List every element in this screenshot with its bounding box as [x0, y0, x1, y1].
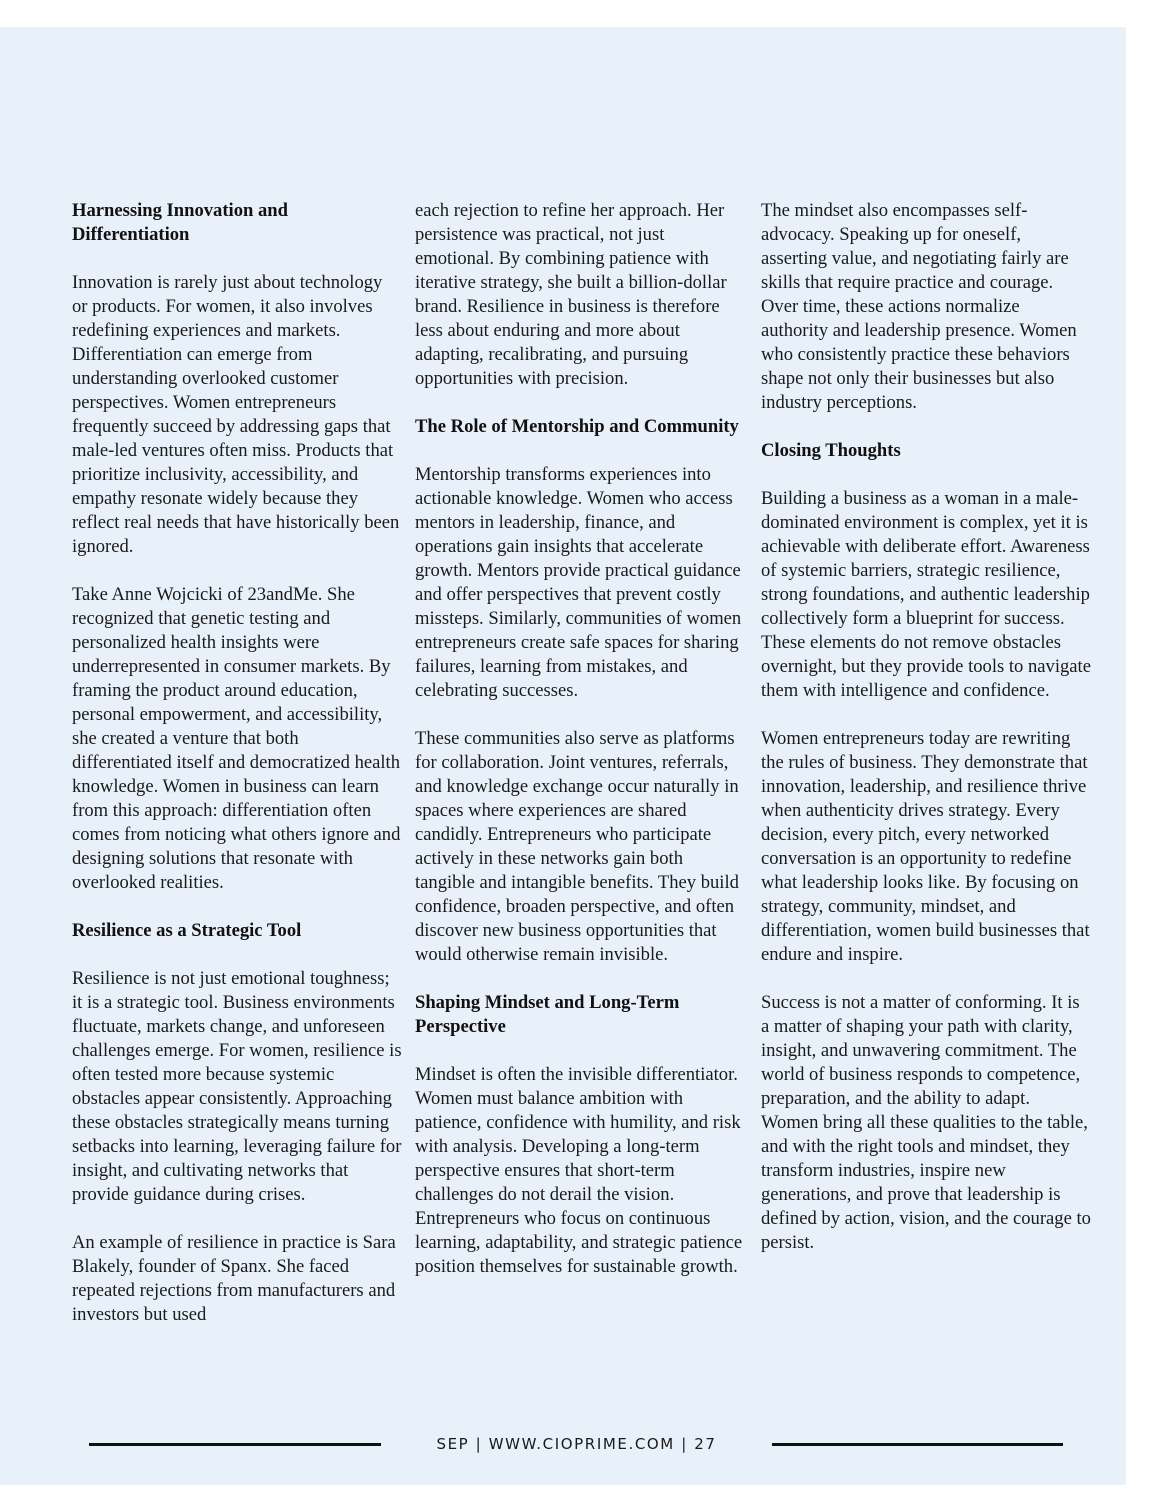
article-column-1 — [72, 199, 402, 1327]
footer-text: SEP | WWW.CIOPRIME.COM | 27 — [436, 1435, 717, 1453]
paragraph-mentorship-intro: Mentorship transforms experiences into actionable knowledge. Women who access mentors in leadership, finance, and operations gain insights that accelerate growth. Mentors provide practical guidance and offer perspectives that prevent costly missteps. Similarly, communities of women entrepreneurs create safe spaces for sharing failures, learning from mistakes, and celebrating successes. — [415, 464, 742, 701]
footer-divider-right — [772, 1443, 1063, 1446]
section-heading-mentorship: The Role of Mentorship and Community — [415, 416, 739, 437]
paragraph-closing-1: Building a business as a woman in a male-dominated environment is complex, yet it is achievable with deliberate effort. Awareness of systemic barriers, strategic resilience, strong foundations, and authentic leadership collectively form a blueprint for success. These elements do not remove obstacles overnight, but they provide tools to navigate them with intelligence and confidence. — [761, 488, 1091, 701]
paragraph-closing-2: Women entrepreneurs today are rewriting the rules of business. They demonstrate that innovation, leadership, and resilience thrive when authenticity drives strategy. Every decision, every pitch, every networked conversation is an opportunity to redefine what leadership looks like. By focusing on strategy, community, mindset, and differentiation, women build businesses that endure and inspire. — [761, 728, 1090, 965]
section-heading-innovation: Harnessing Innovation and Differentiation — [72, 200, 288, 245]
footer-divider-left — [89, 1443, 381, 1446]
page-panel — [0, 27, 1126, 1485]
paragraph-communities: These communities also serve as platforms for collaboration. Joint ventures, referrals, and knowledge exchange occur naturally in spaces where experiences are shared candidly. Entrepreneurs who participate actively in these networks gain both tangible and intangible benefits. They build confidence, broaden perspective, and often discover new business opportunities that would otherwise remain invisible. — [415, 728, 739, 965]
section-heading-mindset: Shaping Mindset and Long-Term Perspective — [415, 992, 680, 1037]
paragraph-resilience-intro: Resilience is not just emotional toughness; it is a strategic tool. Business environments fluctuate, markets change, and unforeseen challenges emerge. For women, resilience is often tested more because systemic obstacles appear consistently. Approaching these obstacles strategically means turning setbacks into learning, leveraging failure for insight, and cultivating networks that provide guidance during crises. — [72, 968, 402, 1205]
section-heading-closing: Closing Thoughts — [761, 440, 901, 461]
paragraph-sara-blakely-continued: each rejection to refine her approach. Her persistence was practical, not just emotional. By combining patience with iterative strategy, she built a billion-dollar brand. Resilience in business is therefore less about enduring and more about adapting, recalibrating, and pursuing opportunities with precision. — [415, 200, 727, 389]
page-footer — [0, 1432, 1152, 1456]
paragraph-mindset-intro: Mindset is often the invisible differentiator. Women must balance ambition with patience, confidence with humility, and risk with analysis. Developing a long-term perspective ensures that short-term challenges do not derail the vision. Entrepreneurs who focus on continuous learning, adaptability, and strategic patience position themselves for sustainable growth. — [415, 1064, 743, 1277]
article-column-2 — [415, 199, 745, 1279]
paragraph-self-advocacy: The mindset also encompasses self-advocacy. Speaking up for oneself, asserting value, and negotiating fairly are skills that require practice and courage. Over time, these actions normalize authority and leadership presence. Women who consistently practice these behaviors shape not only their businesses but also industry perceptions. — [761, 200, 1077, 413]
paragraph-sara-blakely: An example of resilience in practice is Sara Blakely, founder of Spanx. She faced repeated rejections from manufacturers and investors but used — [72, 1232, 396, 1325]
section-heading-resilience: Resilience as a Strategic Tool — [72, 920, 302, 941]
paragraph-anne-wojcicki: Take Anne Wojcicki of 23andMe. She recognized that genetic testing and personalized health insights were underrepresented in consumer markets. By framing the product around education, personal empowerment, and accessibility, she created a venture that both differentiated itself and democratized health knowledge. Women in business can learn from this approach: differentiation often comes from noticing what others ignore and designing solutions that resonate with overlooked realities. — [72, 584, 401, 893]
paragraph-closing-3: Success is not a matter of conforming. It is a matter of shaping your path with clarity, insight, and unwavering commitment. The world of business responds to competence, preparation, and the ability to adapt. Women bring all these qualities to the table, and with the right tools and mindset, they transform industries, inspire new generations, and prove that leadership is defined by action, vision, and the courage to persist. — [761, 992, 1091, 1253]
paragraph-innovation-intro: Innovation is rarely just about technology or products. For women, it also involves redefining experiences and markets. Differentiation can emerge from understanding overlooked customer perspectives. Women entrepreneurs frequently succeed by addressing gaps that male-led ventures often miss. Products that prioritize inclusivity, accessibility, and empathy resonate widely because they reflect real needs that have historically been ignored. — [72, 272, 400, 557]
article-column-3 — [761, 199, 1091, 1255]
